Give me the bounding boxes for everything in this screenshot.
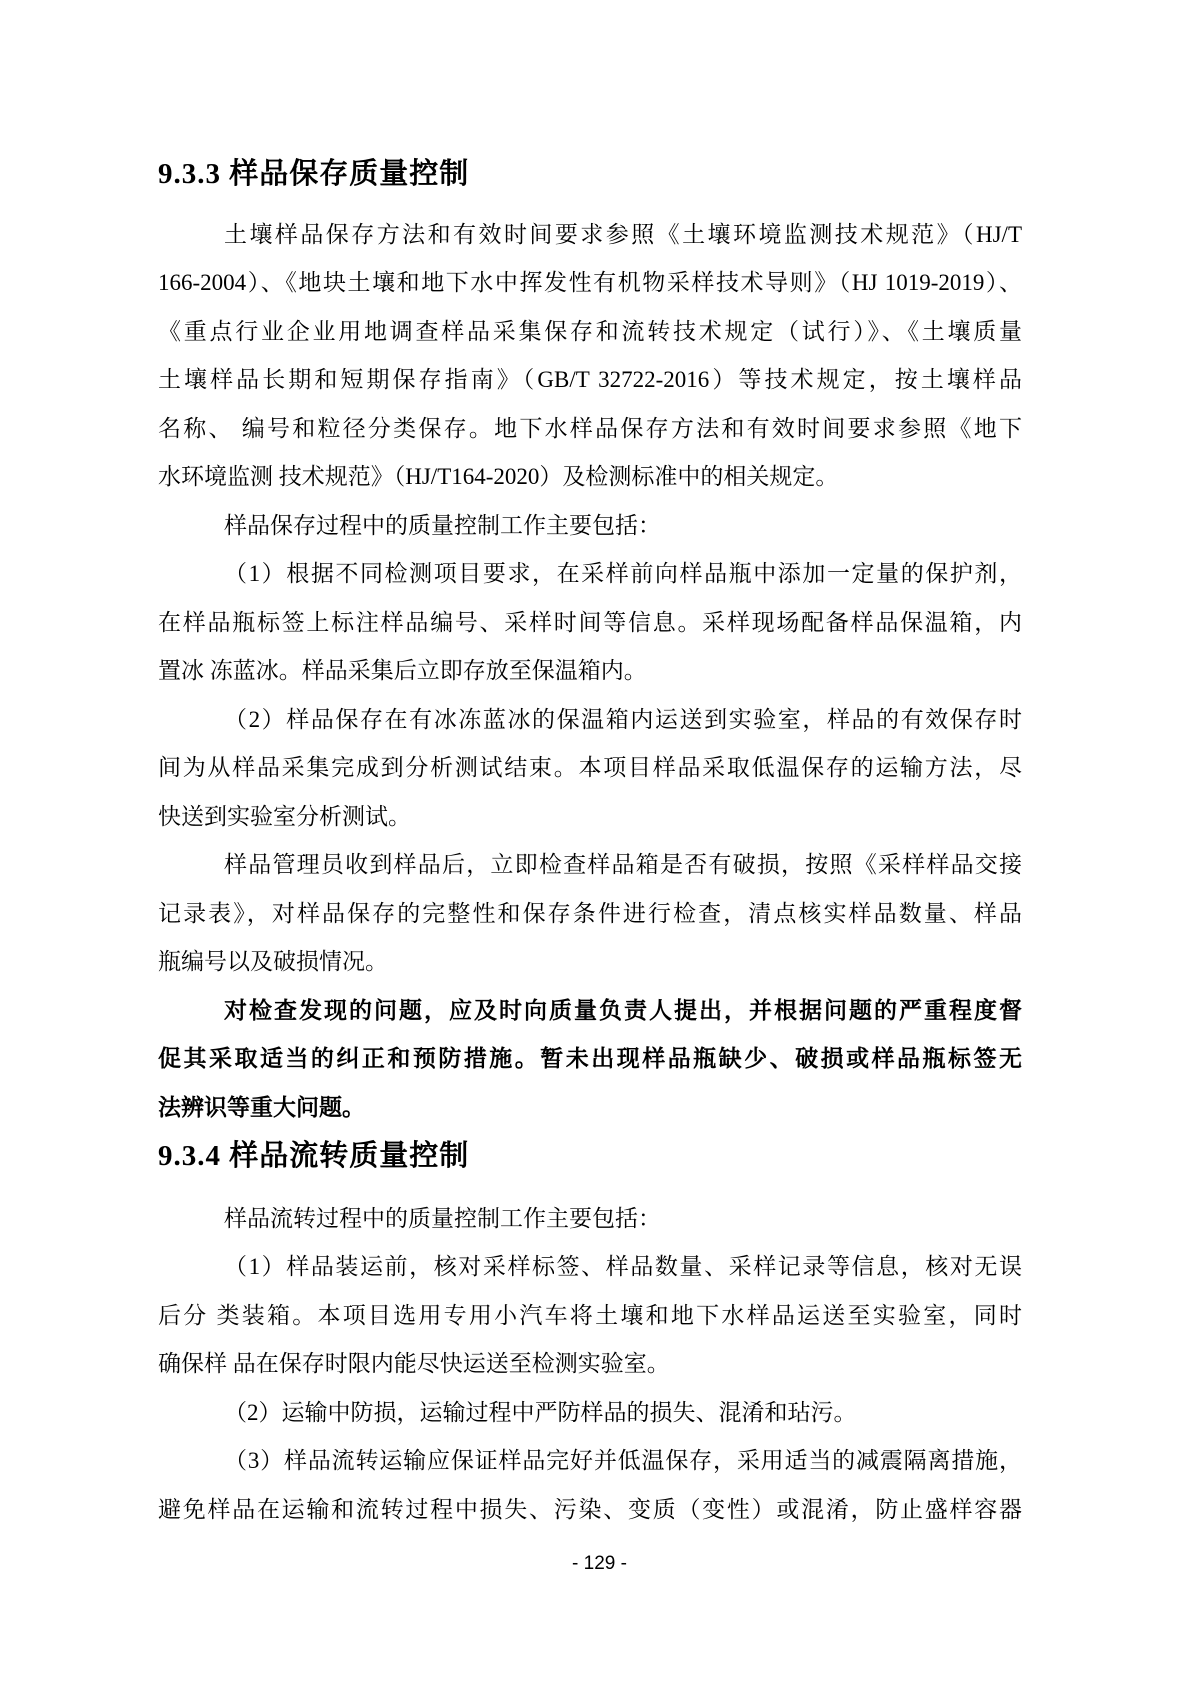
paragraph-line: 166-2004）、《地块土壤和地下水中挥发性有机物采样技术导则》（HJ 1019-2019）、 bbox=[158, 270, 1022, 295]
paragraph-line: 置冰 冻蓝冰。样品采集后立即存放至保温箱内。 bbox=[158, 658, 647, 683]
heading-9-3-3: 9.3.3 样品保存质量控制 bbox=[158, 158, 470, 190]
paragraph-line: 样品流转过程中的质量控制工作主要包括： bbox=[224, 1205, 661, 1231]
heading-9-3-4: 9.3.4 样品流转质量控制 bbox=[158, 1140, 470, 1172]
paragraph-line: 法辨识等重大问题。 bbox=[158, 1094, 365, 1120]
paragraph-line: 快送到实验室分析测试。 bbox=[158, 803, 411, 829]
paragraph-line: 对检查发现的问题，应及时向质量负责人提出，并根据问题的严重程度督 bbox=[224, 997, 1022, 1023]
document-content bbox=[158, 150, 1022, 1534]
paragraph-line: （2）样品保存在有冰冻蓝冰的保温箱内运送到实验室，样品的有效保存时 bbox=[224, 706, 1022, 732]
paragraph bbox=[158, 696, 1022, 842]
paragraph-line: 间为从样品采集完成到分析测试结束。本项目样品采取低温保存的运输方法，尽 bbox=[158, 755, 1022, 780]
paragraph-line: 避免样品在运输和流转过程中损失、污染、变质（变性）或混淆，防止盛样容器 bbox=[158, 1496, 1022, 1522]
paragraph bbox=[158, 550, 1022, 696]
paragraph-line: 记录表》，对样品保存的完整性和保存条件进行检查，清点核实样品数量、样品 bbox=[158, 900, 1022, 926]
paragraph-line: （1）根据不同检测项目要求，在采样前向样品瓶中添加一定量的保护剂， bbox=[224, 561, 1022, 586]
paragraph bbox=[158, 841, 1022, 987]
paragraph-line: 后分 类装箱。本项目选用专用小汽车将土壤和地下水样品运送至实验室，同时 bbox=[158, 1302, 1022, 1328]
paragraph-line: 样品保存过程中的质量控制工作主要包括： bbox=[224, 512, 661, 538]
paragraph bbox=[158, 211, 1022, 502]
paragraph-line: 土壤样品长期和短期保存指南》（GB/T 32722-2016）等技术规定，按土壤样品 bbox=[158, 367, 1022, 392]
paragraph bbox=[158, 987, 1022, 1133]
paragraph-line: 《重点行业企业用地调查样品采集保存和流转技术规定（试行）》、《土壤质量 bbox=[158, 318, 1022, 344]
paragraph-line: 名称、 编号和粒径分类保存。地下水样品保存方法和有效时间要求参照《地下 bbox=[158, 415, 1022, 441]
paragraph-line: 水环境监测 技术规范》（HJ/T164-2020）及检测标准中的相关规定。 bbox=[158, 464, 839, 489]
paragraph bbox=[158, 1243, 1022, 1389]
paragraph bbox=[158, 502, 1022, 551]
paragraph-line: 在样品瓶标签上标注样品编号、采样时间等信息。采样现场配备样品保温箱，内 bbox=[158, 609, 1022, 635]
paragraph bbox=[158, 1195, 1022, 1244]
paragraph-line: （3）样品流转运输应保证样品完好并低温保存，采用适当的减震隔离措施， bbox=[224, 1448, 1022, 1473]
paragraph-line: 土壤样品保存方法和有效时间要求参照《土壤环境监测技术规范》（HJ/T bbox=[224, 221, 1022, 247]
paragraph-line: 样品管理员收到样品后，立即检查样品箱是否有破损，按照《采样样品交接 bbox=[224, 852, 1022, 877]
paragraph-line: （2）运输中防损，运输过程中严防样品的损失、混淆和玷污。 bbox=[224, 1399, 857, 1425]
paragraph-line: 确保样 品在保存时限内能尽快运送至检测实验室。 bbox=[158, 1351, 670, 1376]
paragraph bbox=[158, 1437, 1022, 1534]
page-number: - 129 - bbox=[572, 1553, 627, 1574]
paragraph-line: 促其采取适当的纠正和预防措施。暂未出现样品瓶缺少、破损或样品瓶标签无 bbox=[158, 1046, 1022, 1071]
paragraph-line: 瓶编号以及破损情况。 bbox=[158, 949, 388, 974]
paragraph-line: （1）样品装运前，核对采样标签、样品数量、采样记录等信息，核对无误 bbox=[224, 1254, 1022, 1279]
paragraph bbox=[158, 1389, 1022, 1438]
